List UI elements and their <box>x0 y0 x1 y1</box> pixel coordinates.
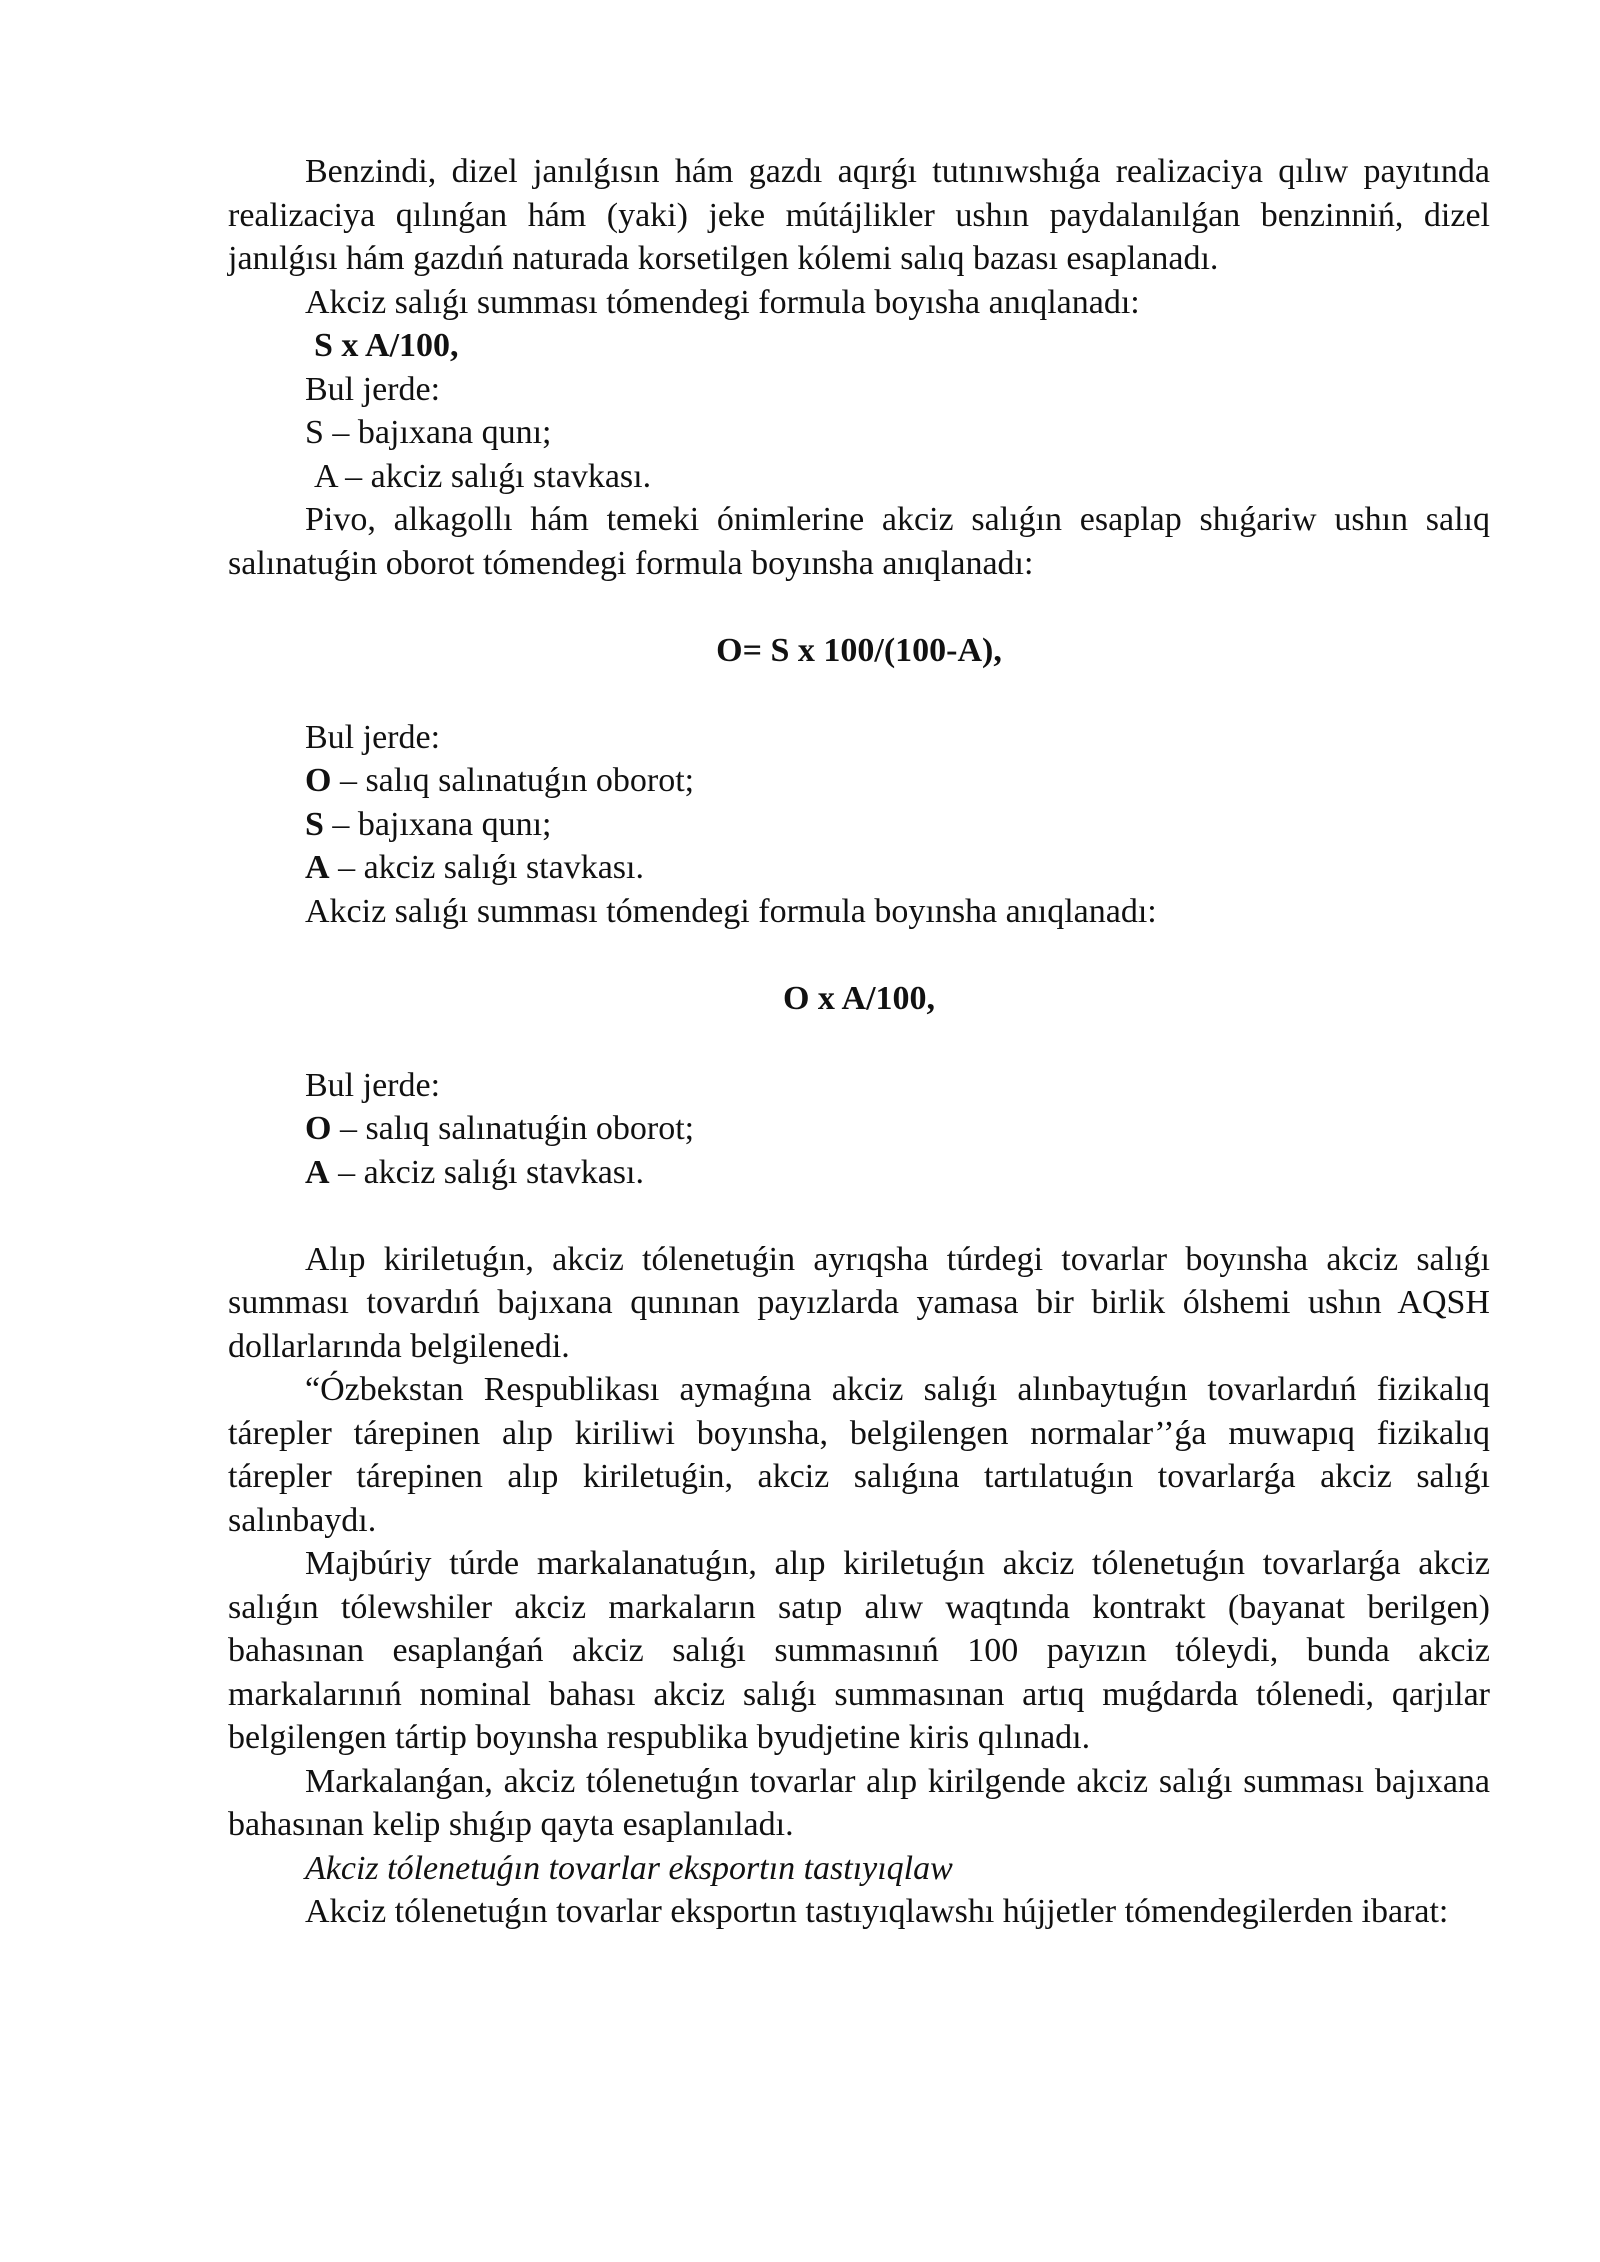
bul-jerde-label-1: Bul jerde: <box>305 370 441 408</box>
bul-jerde-label-3: Bul jerde: <box>305 1066 441 1104</box>
paragraph-beer-alcohol-tobacco: Pivo, alkagollı hám temeki ónimlerine akciz salıǵın esaplap shıǵariw ushın salıq salınatuǵin oborot tómendegi formula boyınsha anıqlanadı: <box>228 501 1490 582</box>
paragraph-imported-goods: Alıp kiriletuǵın, akciz tólenetuǵin ayrıqsha túrdegi tovarlar boyınsha akciz salıǵı summası tovardıń bajıxana qunınan payızlarda yamasa bir birlik ólshemi ushın AQSH dollarlarında belgilenedi. <box>228 1240 1490 1365</box>
definition-o: O – salıq salınatuǵın oborot; <box>305 762 695 799</box>
formula-o-a: O x A/100, <box>782 979 936 1017</box>
definition-a: A – akciz salıǵı stavkası. <box>305 849 644 886</box>
formula-s-a: S x A/100, <box>314 327 459 364</box>
paragraph-excise-formula-intro: Akciz salıǵı summası tómendegi formula boyısha anıqlanadı: <box>305 283 1140 321</box>
paragraph-marking: Majbúriy túrde markalanatuǵın, alıp kiriletuǵın akciz tólenetuǵın tovarlarǵa akciz salıǵın tólewshiler akciz markaların satıp alıw waqtında kontrakt (bayanat berilgen) bahasınan esaplanǵań akciz salıǵı summasınıń 100 payızın tóleydi, bunda akciz markalarınıń nominal bahası akciz salıǵı summasınan artıq muǵdarda tólenedi, qarjılar belgilengen tártip boyınsha respublika byudjetine kiris qılınadı. <box>228 1545 1490 1756</box>
definition-a: A – akciz salıǵı stavkası. <box>314 457 652 495</box>
paragraph-export-documents: Akciz tólenetuǵın tovarlar eksportın tastıyıqlawshı hújjetler tómendegilerden ibarat: <box>305 1893 1449 1930</box>
definition-s: S – bajıxana qunı; <box>305 414 552 451</box>
definition-a: A – akciz salıǵı stavkası. <box>305 1153 644 1191</box>
formula-turnover: O= S x 100/(100-A), <box>716 631 1002 669</box>
paragraph-fuel-tax-base: Benzindi, dizel janılǵısın hám gazdı aqırǵı tutınıwshıǵa realizaciya qılıw payıtında realizaciya qılınǵan hám (yaki) jeke mútájlikler ushın paydalanılǵan benzinniń, dizel janılǵısı hám gazdıń naturada korsetilgen kólemi salıq bazası esaplanadı. <box>228 153 1490 277</box>
paragraph-physical-persons: “Ózbekstan Respublikası aymaǵına akciz salıǵı alınbaytuǵın tovarlardıń fizikalıq tárepler tárepinen alıp kiriliwi boyınsha, belgilengen normalar’’ǵa muwapıq fizikalıq tárepler tárepinen alıp kiriletuǵin, akciz salıǵına tartılatuǵın tovarlarǵa akciz salıǵı salınbaydı. <box>228 1371 1490 1539</box>
section-heading-export: Akciz tólenetuǵın tovarlar eksportın tastıyıqlaw <box>305 1849 953 1887</box>
document-page <box>228 150 1490 1934</box>
definition-s: S – bajıxana qunı; <box>305 805 552 843</box>
paragraph-marked-goods: Markalanǵan, akciz tólenetuǵın tovarlar alıp kirilgende akciz salıǵı summası bajıxana bahasınan kelip shıǵıp qayta esaplanıladı. <box>228 1762 1490 1843</box>
definition-o: O – salıq salınatuǵin oborot; <box>305 1110 695 1147</box>
paragraph-excise-formula-intro-2: Akciz salıǵı summası tómendegi formula boyınsha anıqlanadı: <box>305 892 1157 930</box>
bul-jerde-label-2: Bul jerde: <box>305 718 441 756</box>
